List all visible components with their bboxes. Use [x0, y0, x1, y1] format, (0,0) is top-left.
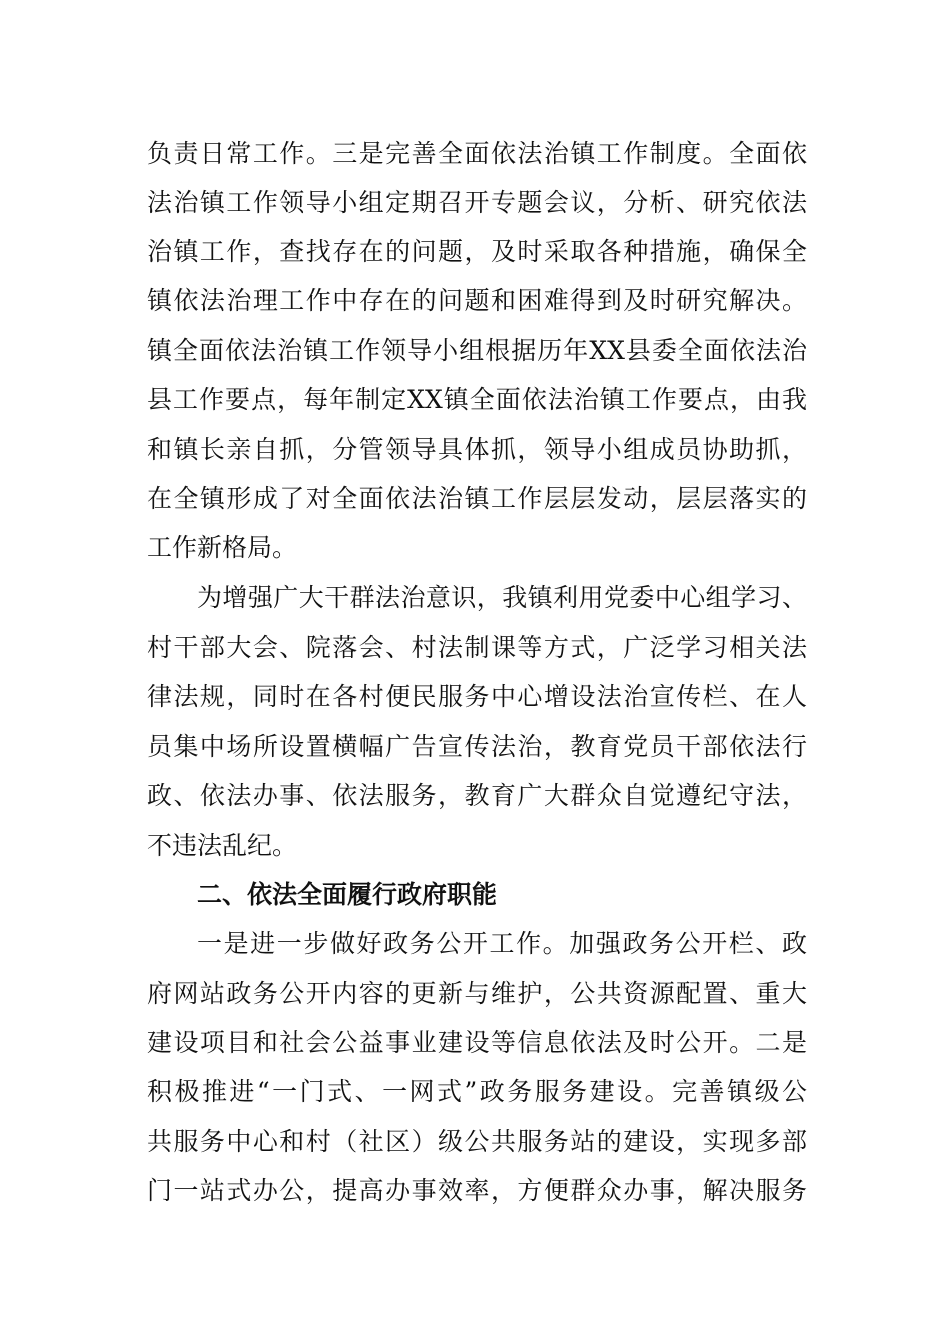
paragraph-line: 法治镇工作领导小组定期召开专题会议，分析、研究依法 — [147, 188, 807, 217]
paragraph-line: 镇全面依法治镇工作领导小组根据历年XX县委全面依法治 — [147, 336, 807, 365]
paragraph-line: 门一站式办公，提高办事效率，方便群众办事，解决服务 — [147, 1176, 807, 1205]
paragraph-line: 建设项目和社会公益事业建设等信息依法及时公开。二是 — [147, 1028, 807, 1057]
paragraph-line: 治镇工作，查找存在的问题，及时采取各种措施，确保全 — [147, 237, 807, 266]
paragraph-line: 工作新格局。 — [147, 533, 298, 562]
paragraph-line: 律法规，同时在各村便民服务中心增设法治宣传栏、在人 — [147, 682, 807, 711]
paragraph-line: 镇依法治理工作中存在的问题和困难得到及时研究解决。 — [147, 286, 807, 315]
paragraph-line: 一是进一步做好政务公开工作。加强政务公开栏、政 — [197, 929, 807, 958]
paragraph-line: 县工作要点，每年制定XX镇全面依法治镇工作要点，由我 — [147, 385, 807, 414]
paragraph-line: 村干部大会、院落会、村法制课等方式，广泛学习相关法 — [147, 633, 807, 662]
paragraph-line: 员集中场所设置横幅广告宣传法治，教育党员干部依法行 — [147, 732, 807, 761]
paragraph-line: 和镇长亲自抓，分管领导具体抓，领导小组成员协助抓， — [147, 435, 807, 464]
paragraph-line: 府网站政务公开内容的更新与维护，公共资源配置、重大 — [147, 979, 807, 1008]
paragraph-line: 积极推进“一门式、一网式”政务服务建设。完善镇级公 — [147, 1077, 807, 1106]
paragraph-line: 不违法乱纪。 — [147, 831, 298, 860]
paragraph-line: 共服务中心和村（社区）级公共服务站的建设，实现多部 — [147, 1127, 807, 1156]
paragraph-line: 政、依法办事、依法服务，教育广大群众自觉遵纪守法， — [147, 781, 807, 810]
paragraph-line: 负责日常工作。三是完善全面依法治镇工作制度。全面依 — [147, 139, 807, 168]
paragraph-line: 为增强广大干群法治意识，我镇利用党委中心组学习、 — [197, 583, 807, 612]
section-heading: 二、依法全面履行政府职能 — [197, 880, 498, 909]
paragraph-line: 在全镇形成了对全面依法治镇工作层层发动，层层落实的 — [147, 484, 807, 513]
